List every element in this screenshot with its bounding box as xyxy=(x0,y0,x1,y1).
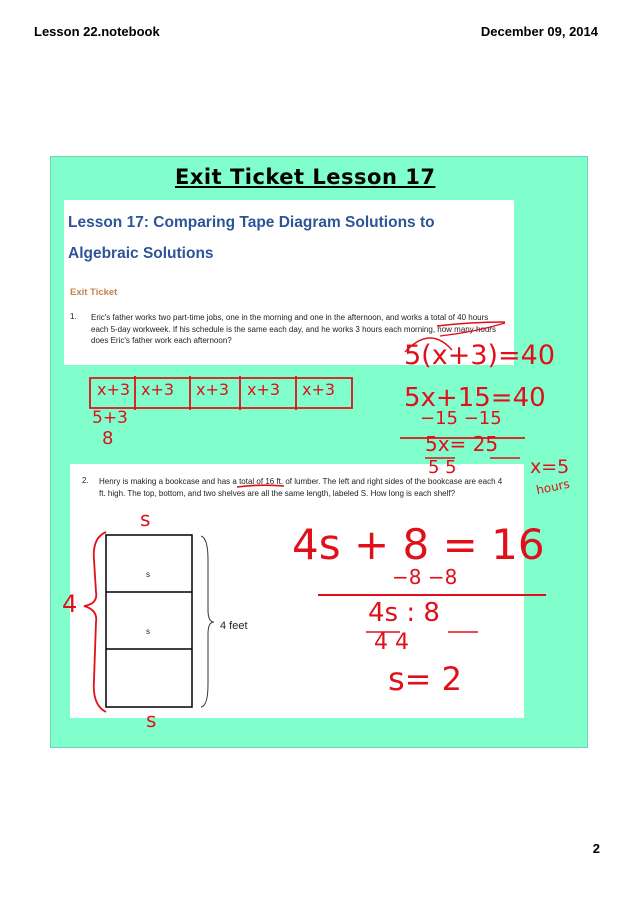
equation-1-line-4: 5x= 25 xyxy=(425,432,499,456)
exit-ticket-label: Exit Ticket xyxy=(70,287,118,298)
tape-cell-5: x+3 xyxy=(302,380,336,399)
tape-cell-1: x+3 xyxy=(97,380,131,399)
shelf-label-1: s xyxy=(146,570,150,579)
notebook-filename: Lesson 22.notebook xyxy=(34,24,160,39)
page-number: 2 xyxy=(592,841,600,856)
equation-1-line-2: 5x+15=40 xyxy=(404,383,546,413)
question-2-text: Henry is making a bookcase and has a total of 16 ft. of lumber. The left and right sides of the bookcase are each 4 ft. high. The top, bottom, and two shelves are all the same length, labeled S. How long is each shelf? xyxy=(99,477,503,498)
equation-2-subtraction: −8 −8 xyxy=(392,565,458,589)
equation-1-answer: x=5 xyxy=(530,456,570,478)
tape-cell-4: x+3 xyxy=(247,380,281,399)
tape-sum-result: 8 xyxy=(102,428,114,449)
equation-2-line-1: 4s + 8 = 16 xyxy=(292,520,545,569)
equation-1-denominators: 5 5 xyxy=(428,457,457,478)
notebook-date: December 09, 2014 xyxy=(480,24,598,39)
shelf-label-2: s xyxy=(146,627,150,636)
box-top-label: s xyxy=(140,507,151,531)
tape-cell-2: x+3 xyxy=(141,380,175,399)
lesson-title: Lesson 17: Comparing Tape Diagram Solutions to Algebraic Solutions xyxy=(68,214,435,262)
question-1-number: 1. xyxy=(70,312,77,321)
question-2-number: 2. xyxy=(82,476,89,485)
equation-1-line-1: 5(x+3)=40 xyxy=(404,340,556,371)
equation-2-denominators: 4 4 xyxy=(374,630,409,655)
box-bottom-label: s xyxy=(146,708,157,732)
height-label: 4 feet xyxy=(220,620,248,632)
equation-1-unit: hours xyxy=(534,476,571,498)
equation-1-line-3: −15 −15 xyxy=(420,408,502,429)
tape-sum-expression: 5+3 xyxy=(92,408,128,428)
side-height-label: 4 xyxy=(62,590,78,618)
equation-2-answer: s= 2 xyxy=(388,660,463,698)
question-1-text: Eric's father works two part-time jobs, one in the morning and one in the afternoon, and works a total of 40 hours each 5-day workweek. If his schedule is the same each day, and he works 3 hours each morning, how many hours does Eric's father work each afternoon? xyxy=(91,313,496,345)
tape-cell-3: x+3 xyxy=(196,380,230,399)
board-title: Exit Ticket Lesson 17 xyxy=(175,165,436,189)
equation-2-line-2: 4s : 8 xyxy=(368,598,440,628)
